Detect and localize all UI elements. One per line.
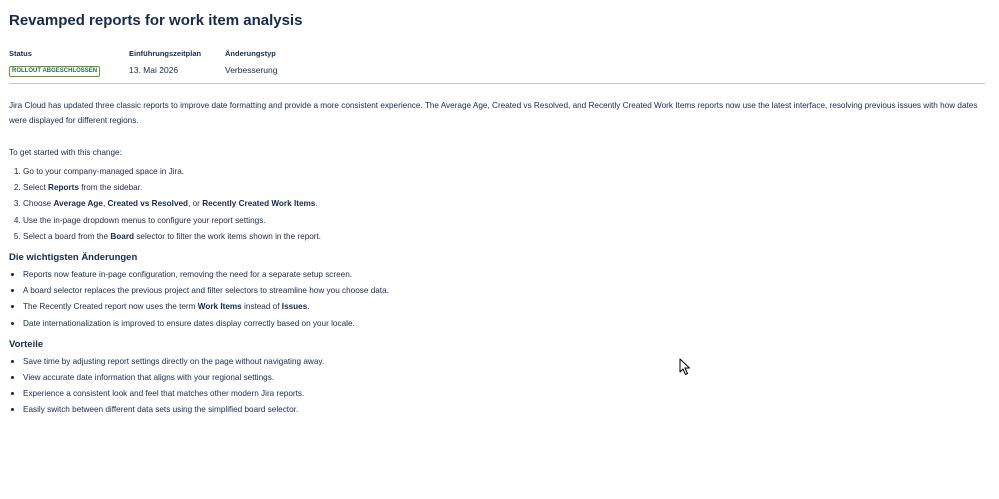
section-heading-changes: Die wichtigsten Änderungen: [9, 252, 138, 264]
list-item: 3. Choose Average Age, Created vs Resolved, or Recently Created Work Items.: [23, 196, 985, 212]
page-title: Revamped reports for work item analysis: [9, 12, 303, 29]
section-heading-benefits: Vorteile: [9, 338, 44, 350]
list-item: View accurate date information that aligns with your regional settings.: [23, 370, 985, 386]
change-type-value: Verbesserung: [225, 65, 278, 75]
list-item: Experience a consistent look and feel that matches other modern Jira reports.: [23, 386, 985, 402]
meta-status: [9, 48, 100, 77]
list-item: The Recently Created report now uses the term Work Items instead of Issues.: [23, 299, 985, 315]
divider: [9, 83, 985, 84]
get-started-text: To get started with this change:: [9, 148, 122, 157]
list-item: Save time by adjusting report settings directly on the page without navigating away.: [23, 354, 985, 370]
list-item: Easily switch between different data sets using the simplified board selector.: [23, 402, 985, 418]
meta-timeline: [129, 48, 201, 76]
list-item: Date internationalization is improved to ensure dates display correctly based on your locale.: [23, 316, 985, 332]
list-item: Reports now feature in-page configuration, removing the need for a separate setup screen.: [23, 267, 985, 283]
benefits-list: [9, 354, 985, 419]
list-item: 2. Select Reports from the sidebar.: [23, 180, 985, 196]
changes-list: [9, 267, 985, 332]
change-type-label: Änderungstyp: [225, 49, 276, 58]
timeline-value: 13. Mai 2026: [129, 65, 179, 75]
status-badge: ROLLOUT ABGESCHLOSSEN: [9, 66, 100, 77]
mouse-pointer-icon: [679, 358, 691, 376]
list-item: 4. Use the in-page dropdown menus to configure your report settings.: [23, 213, 985, 229]
list-item: 1. Go to your company-managed space in Jira.: [23, 164, 985, 180]
meta-row: [9, 48, 985, 84]
list-item: A board selector replaces the previous project and filter selectors to streamline how you choose data.: [23, 283, 985, 299]
article-body: [9, 98, 985, 419]
intro-paragraph: Jira Cloud has updated three classic reports to improve date formatting and provide a more consistent experience. The Average Age, Created vs Resolved, and Recently Created Work Items reports now use the latest interface, resolving previous issues with how dates were displayed for different regions.: [9, 101, 978, 125]
status-label: Status: [9, 49, 32, 58]
meta-change-type: [225, 48, 277, 76]
timeline-label: Einführungszeitplan: [129, 49, 202, 58]
list-item: 5. Select a board from the Board selector to filter the work items shown in the report.: [23, 229, 985, 245]
steps-list: [9, 164, 985, 245]
